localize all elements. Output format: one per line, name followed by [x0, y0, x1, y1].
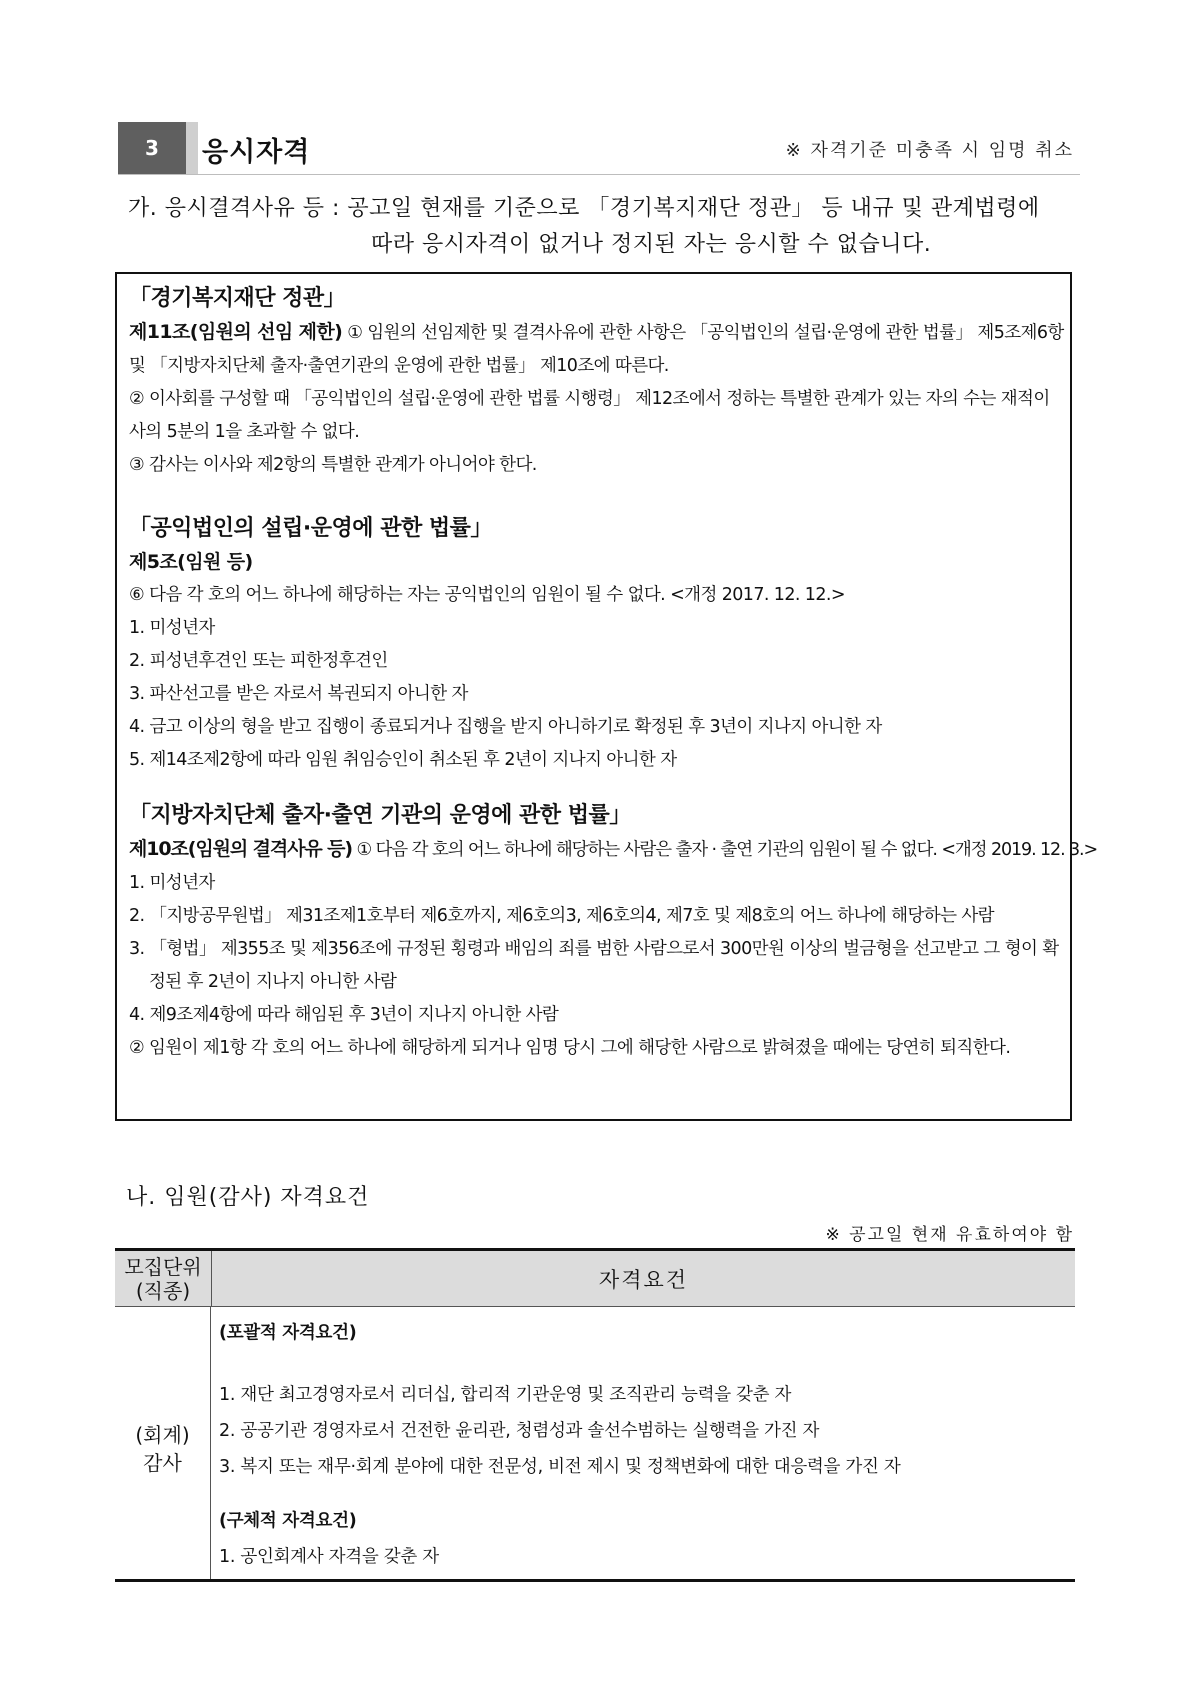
- law1-p2a: ② 이사회를 구성할 때 「공익법인의 설립·운영에 관한 법률 시행령」 제12조에서 정하는 특별한 관계가 있는 자의 수는 재적이: [129, 389, 1050, 409]
- header-requirements: 자격요건: [212, 1251, 1075, 1307]
- general-requirement-item: 2. 공공기관 경영자로서 건전한 윤리관, 청렴성과 솔선수범하는 실행력을 가진 자: [219, 1421, 820, 1441]
- section-header: [118, 122, 1080, 175]
- disqualification-notice: [128, 191, 1088, 263]
- header-unit-line-1: 모집단위: [124, 1254, 202, 1279]
- notice-line-1: 가. 응시결격사유 등 : 공고일 현재를 기준으로 「경기복지재단 정관」 등 내규 및 관계법령에: [128, 196, 1040, 221]
- law3-item-cont: 정된 후 2년이 지나지 아니한 사람: [149, 972, 397, 992]
- law-title-local-gov: 「지방자치단체 출자·출연 기관의 운영에 관한 법률」: [129, 803, 631, 828]
- section-number: 3: [118, 122, 186, 174]
- law1-paragraph-1: [129, 316, 1064, 350]
- header-unit: [115, 1251, 212, 1307]
- law3-paragraph-1: [129, 833, 1098, 867]
- law1-p1a: ① 임원의 선임제한 및 결격사유에 관한 사항은 「공익법인의 설립·운영에 관한 법률」 제5조제6항: [342, 323, 1064, 343]
- law-title-public-interest: 「공익법인의 설립·운영에 관한 법률」: [129, 516, 492, 541]
- header-unit-line-2: (직종): [135, 1278, 191, 1303]
- qualification-note: ※ 공고일 현재 유효하여야 함: [825, 1225, 1074, 1245]
- unit-line-2: 감사: [143, 1451, 182, 1475]
- legal-provisions-box: [115, 272, 1098, 1121]
- law1-article: 제11조(임원의 선임 제한): [129, 321, 343, 343]
- law1-p2b: 사의 5분의 1을 초과할 수 없다.: [129, 422, 360, 442]
- section-title: 응시자격: [202, 137, 311, 168]
- law1-p3: ③ 감사는 이사와 제2항의 특별한 관계가 아니어야 한다.: [129, 455, 537, 475]
- law2-item: 2. 피성년후견인 또는 피한정후견인: [129, 651, 388, 671]
- general-requirements-title: (포괄적 자격요건): [219, 1323, 357, 1343]
- requirements-cell: [219, 1315, 1075, 1575]
- unit-line-1: (회계): [135, 1423, 190, 1447]
- unit-cell: [115, 1307, 211, 1579]
- law3-item: 3. 「형법」 제355조 및 제356조에 규정된 횡령과 배임의 죄를 범한 사람으로서 300만원 이상의 벌금형을 선고받고 그 형이 확: [129, 939, 1059, 959]
- law2-item: 4. 금고 이상의 형을 받고 집행이 종료되거나 집행을 받지 아니하기로 확정된 후 3년이 지나지 아니한 자: [129, 717, 882, 737]
- law1-p1b: 및 「지방자치단체 출자·출연기관의 운영에 관한 법률」 제10조에 따른다.: [129, 356, 669, 376]
- law3-p1: ① 다음 각 호의 어느 하나에 해당하는 사람은 출자 · 출연 기관의 임원이 될 수 없다. <개정 2019. 12. 3.>: [351, 840, 1098, 860]
- general-requirement-item: 1. 재단 최고경영자로서 리더십, 합리적 기관운영 및 조직관리 능력을 갖춘 자: [219, 1385, 792, 1405]
- law3-article: 제10조(임원의 결격사유 등): [129, 838, 352, 860]
- specific-requirements-title: (구체적 자격요건): [219, 1511, 357, 1531]
- law2-item: 1. 미성년자: [129, 618, 215, 638]
- law3-p2: ② 임원이 제1항 각 호의 어느 하나에 해당하게 되거나 임명 당시 그에 해당한 사람으로 밝혀졌을 때에는 당연히 퇴직한다.: [129, 1038, 1011, 1058]
- law3-item: 1. 미성년자: [129, 873, 215, 893]
- law2-p1: ⑥ 다음 각 호의 어느 하나에 해당하는 자는 공익법인의 임원이 될 수 없다. <개정 2017. 12. 12.>: [129, 585, 845, 605]
- law-title-foundation: 「경기복지재단 정관」: [129, 286, 346, 311]
- law3-item: 4. 제9조제4항에 따라 해임된 후 3년이 지나지 아니한 사람: [129, 1005, 559, 1025]
- notice-line-2: 따라 응시자격이 없거나 정지된 자는 응시할 수 없습니다.: [371, 232, 932, 257]
- law2-item: 3. 파산선고를 받은 자로서 복권되지 아니한 자: [129, 684, 468, 704]
- law2-item: 5. 제14조제2항에 따라 임원 취임승인이 취소된 후 2년이 지나지 아니한 자: [129, 750, 677, 770]
- law3-item: 2. 「지방공무원법」 제31조제1호부터 제6호까지, 제6호의3, 제6호의4, 제7호 및 제8호의 어느 하나에 해당하는 사람: [129, 906, 994, 926]
- section-note: ※ 자격기준 미충족 시 임명 취소: [785, 140, 1074, 161]
- specific-requirement-item: 1. 공인회계사 자격을 갖춘 자: [219, 1547, 439, 1567]
- qualification-table: [115, 1248, 1075, 1582]
- qualification-title: 나. 임원(감사) 자격요건: [126, 1185, 370, 1210]
- law2-article: 제5조(임원 등): [129, 551, 253, 573]
- general-requirement-item: 3. 복지 또는 재무·회계 분야에 대한 전문성, 비전 제시 및 정책변화에 대한 대응력을 가진 자: [219, 1457, 901, 1477]
